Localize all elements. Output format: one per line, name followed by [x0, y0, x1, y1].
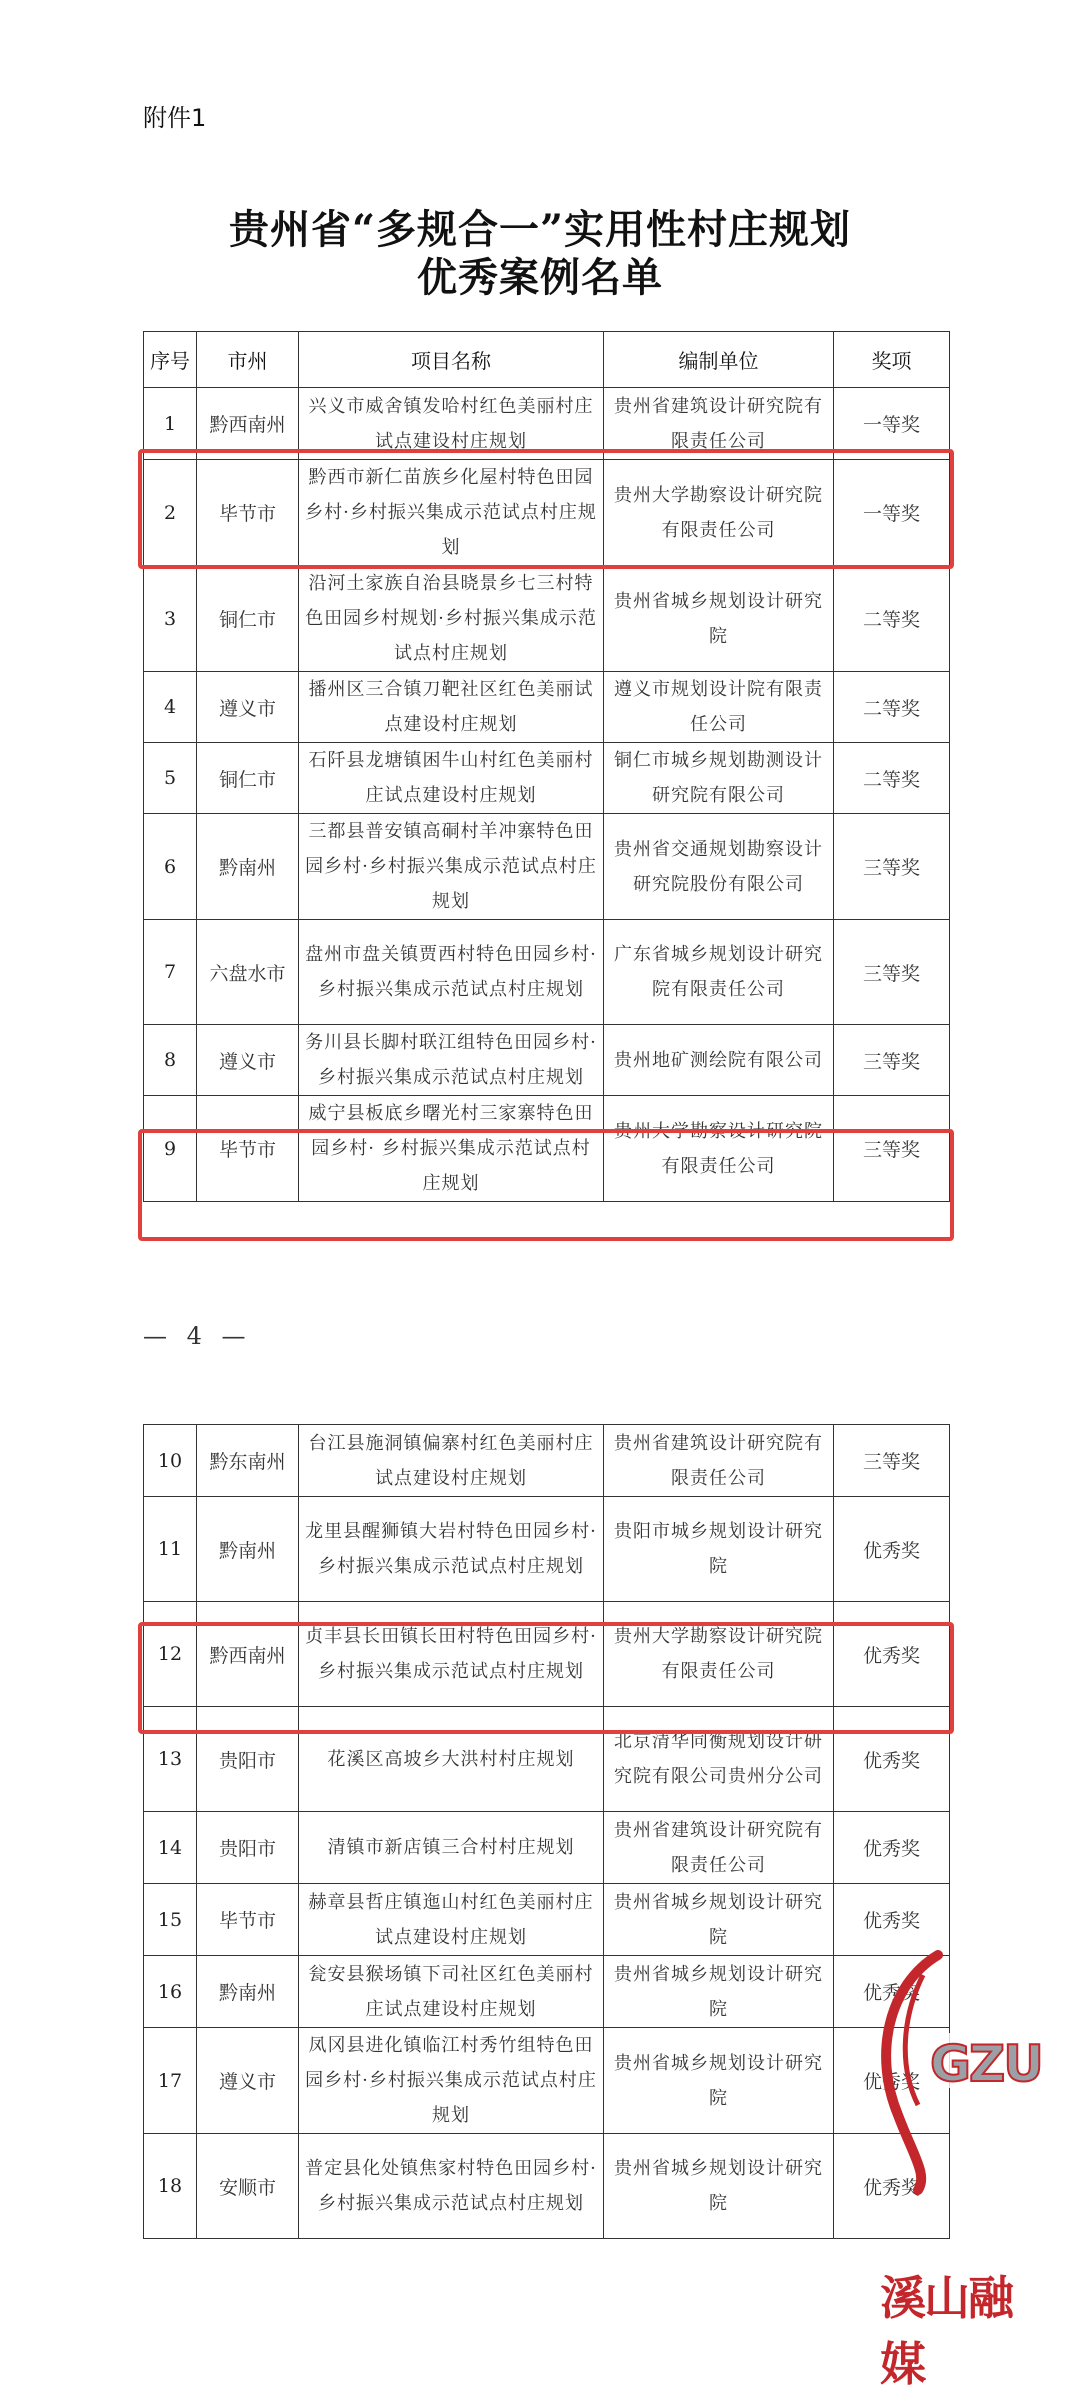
- row-org: 遵义市规划设计院有限责任公司: [604, 672, 834, 743]
- row-award: 三等奖: [834, 1425, 950, 1497]
- row-city: 黔西南州: [197, 1602, 299, 1707]
- highlight-box-row-2: [138, 449, 954, 569]
- row-org: 贵州省城乡规划设计研究院: [604, 2134, 834, 2239]
- row-org: 贵州地矿测绘院有限公司: [604, 1025, 834, 1096]
- row-city: 铜仁市: [197, 566, 299, 672]
- row-project: 三都县普安镇高硐村羊冲寨特色田园乡村·乡村振兴集成示范试点村庄规划: [299, 814, 604, 920]
- row-org: 广东省城乡规划设计研究院有限责任公司: [604, 920, 834, 1025]
- svg-text:GZU: GZU: [930, 2035, 1042, 2093]
- row-number: 13: [144, 1707, 197, 1812]
- row-number: 10: [144, 1425, 197, 1497]
- row-project: 清镇市新店镇三合村村庄规划: [299, 1812, 604, 1884]
- row-number: 17: [144, 2028, 197, 2134]
- row-org: 贵州省城乡规划设计研究院: [604, 2028, 834, 2134]
- row-city: 六盘水市: [197, 920, 299, 1025]
- row-city: 贵阳市: [197, 1812, 299, 1884]
- table-row: [144, 1812, 950, 1884]
- watermark-caption: 溪山融媒: [880, 2271, 1012, 2391]
- table-row: [144, 1425, 950, 1497]
- table-row: [144, 2134, 950, 2239]
- row-project: 黔西市新仁苗族乡化屋村特色田园乡村·乡村振兴集成示范试点村庄规划: [299, 460, 604, 566]
- document-title-line2: 优秀案例名单: [417, 254, 663, 301]
- header-org: 编制单位: [604, 332, 834, 388]
- row-award: 优秀奖: [834, 2028, 950, 2134]
- row-award: 三等奖: [834, 920, 950, 1025]
- row-org: 贵州省建筑设计研究院有限责任公司: [604, 1812, 834, 1884]
- table-row: [144, 1025, 950, 1096]
- row-project: 台江县施洞镇偏寨村红色美丽村庄试点建设村庄规划: [299, 1425, 604, 1497]
- table-row: [144, 920, 950, 1025]
- row-city: 遵义市: [197, 672, 299, 743]
- row-number: 8: [144, 1025, 197, 1096]
- row-city: 遵义市: [197, 2028, 299, 2134]
- row-city: 安顺市: [197, 2134, 299, 2239]
- row-number: 1: [144, 388, 197, 460]
- table-row: [144, 814, 950, 920]
- row-award: 优秀奖: [834, 1884, 950, 1956]
- row-org: 贵州省建筑设计研究院有限责任公司: [604, 388, 834, 460]
- header-city: 市州: [197, 332, 299, 388]
- row-award: 二等奖: [834, 672, 950, 743]
- row-org: 贵州大学勘察设计研究院有限责任公司: [604, 1096, 834, 1202]
- row-org: 贵州省城乡规划设计研究院: [604, 566, 834, 672]
- row-award: 优秀奖: [834, 1812, 950, 1884]
- row-project: 务川县长脚村联江组特色田园乡村·乡村振兴集成示范试点村庄规划: [299, 1025, 604, 1096]
- row-number: 4: [144, 672, 197, 743]
- row-city: 毕节市: [197, 1884, 299, 1956]
- table-row: [144, 672, 950, 743]
- row-project: 赫章县哲庄镇迤山村红色美丽村庄试点建设村庄规划: [299, 1884, 604, 1956]
- row-city: 黔东南州: [197, 1425, 299, 1497]
- header-award: 奖项: [834, 332, 950, 388]
- row-project: 兴义市威舍镇发哈村红色美丽村庄试点建设村庄规划: [299, 388, 604, 460]
- row-project: 龙里县醒狮镇大岩村特色田园乡村·乡村振兴集成示范试点村庄规划: [299, 1497, 604, 1602]
- row-city: 遵义市: [197, 1025, 299, 1096]
- table-header-row: [144, 332, 950, 388]
- row-award: 二等奖: [834, 566, 950, 672]
- row-award: 优秀奖: [834, 1707, 950, 1812]
- row-award: 二等奖: [834, 743, 950, 814]
- attachment-label: 附件1: [143, 104, 207, 132]
- row-project: 播州区三合镇刀靶社区红色美丽试点建设村庄规划: [299, 672, 604, 743]
- row-project: 沿河土家族自治县晓景乡七三村特色田园乡村规划·乡村振兴集成示范试点村庄规划: [299, 566, 604, 672]
- page-number: — 4 —: [143, 1322, 252, 1350]
- row-project: 石阡县龙塘镇困牛山村红色美丽村庄试点建设村庄规划: [299, 743, 604, 814]
- watermark-logo-icon: [868, 1945, 1042, 2195]
- row-number: 14: [144, 1812, 197, 1884]
- header-project: 项目名称: [299, 332, 604, 388]
- row-award: 优秀奖: [834, 1956, 950, 2028]
- row-number: 11: [144, 1497, 197, 1602]
- row-city: 铜仁市: [197, 743, 299, 814]
- row-project: 盘州市盘关镇贾西村特色田园乡村·乡村振兴集成示范试点村庄规划: [299, 920, 604, 1025]
- row-award: 三等奖: [834, 1025, 950, 1096]
- row-award: 优秀奖: [834, 2134, 950, 2239]
- document-title-line1: 贵州省“多规合一”实用性村庄规划: [228, 206, 851, 253]
- highlight-box-row-12: [138, 1622, 954, 1734]
- row-number: 7: [144, 920, 197, 1025]
- row-project: 瓮安县猴场镇下司社区红色美丽村庄试点建设村庄规划: [299, 1956, 604, 2028]
- row-org: 贵州大学勘察设计研究院有限责任公司: [604, 460, 834, 566]
- highlight-box-row-9: [138, 1129, 954, 1241]
- row-project: 花溪区高坡乡大洪村村庄规划: [299, 1707, 604, 1812]
- row-org: 贵州省城乡规划设计研究院: [604, 1884, 834, 1956]
- row-org: 北京清华同衡规划设计研究院有限公司贵州分公司: [604, 1707, 834, 1812]
- row-number: 2: [144, 460, 197, 566]
- row-city: 黔西南州: [197, 388, 299, 460]
- table-row: [144, 566, 950, 672]
- row-number: 3: [144, 566, 197, 672]
- row-city: 黔南州: [197, 814, 299, 920]
- table-row: [144, 1956, 950, 2028]
- row-number: 12: [144, 1602, 197, 1707]
- row-org: 铜仁市城乡规划勘测设计研究院有限公司: [604, 743, 834, 814]
- row-number: 16: [144, 1956, 197, 2028]
- row-org: 贵州省交通规划勘察设计研究院股份有限公司: [604, 814, 834, 920]
- row-award: 三等奖: [834, 814, 950, 920]
- row-number: 15: [144, 1884, 197, 1956]
- row-project: 凤冈县进化镇临江村秀竹组特色田园乡村·乡村振兴集成示范试点村庄规划: [299, 2028, 604, 2134]
- row-city: 毕节市: [197, 1096, 299, 1202]
- row-award: 一等奖: [834, 388, 950, 460]
- row-city: 贵阳市: [197, 1707, 299, 1812]
- row-award: 优秀奖: [834, 1602, 950, 1707]
- row-number: 6: [144, 814, 197, 920]
- table-row: [144, 2028, 950, 2134]
- row-city: 毕节市: [197, 460, 299, 566]
- row-org: 贵州省建筑设计研究院有限责任公司: [604, 1425, 834, 1497]
- row-award: 优秀奖: [834, 1497, 950, 1602]
- row-award: 三等奖: [834, 1096, 950, 1202]
- table-row: [144, 743, 950, 814]
- table-row: [144, 1884, 950, 1956]
- row-org: 贵州省城乡规划设计研究院: [604, 1956, 834, 2028]
- row-project: 贞丰县长田镇长田村特色田园乡村·乡村振兴集成示范试点村庄规划: [299, 1602, 604, 1707]
- row-org: 贵州大学勘察设计研究院有限责任公司: [604, 1602, 834, 1707]
- table-row: [144, 1497, 950, 1602]
- header-no: 序号: [144, 332, 197, 388]
- row-city: 黔南州: [197, 1956, 299, 2028]
- row-number: 18: [144, 2134, 197, 2239]
- row-number: 5: [144, 743, 197, 814]
- row-award: 一等奖: [834, 460, 950, 566]
- row-project: 普定县化处镇焦家村特色田园乡村·乡村振兴集成示范试点村庄规划: [299, 2134, 604, 2239]
- row-org: 贵阳市城乡规划设计研究院: [604, 1497, 834, 1602]
- awards-table-page2: [143, 1424, 950, 2239]
- row-city: 黔南州: [197, 1497, 299, 1602]
- row-project: 威宁县板底乡曙光村三家寨特色田园乡村· 乡村振兴集成示范试点村庄规划: [299, 1096, 604, 1202]
- row-number: 9: [144, 1096, 197, 1202]
